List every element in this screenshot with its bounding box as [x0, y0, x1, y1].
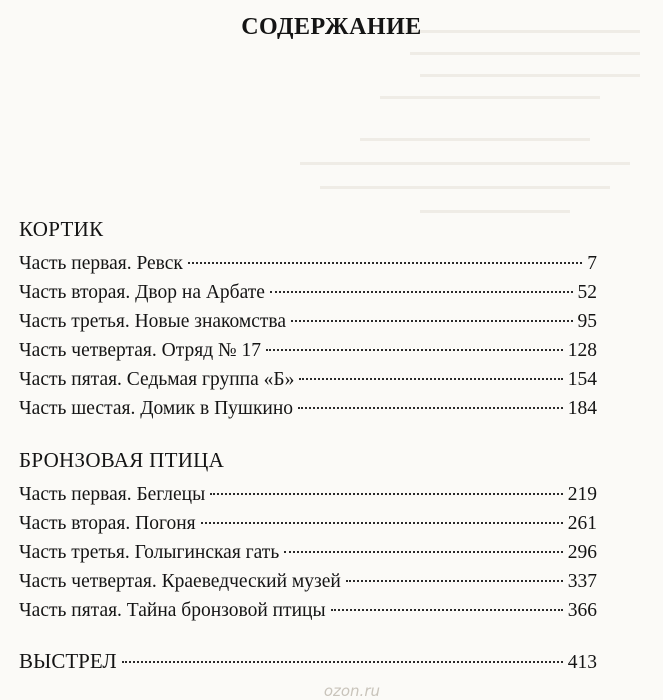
- toc-entry-page: 154: [567, 369, 597, 390]
- toc-entry-page: 413: [567, 652, 597, 673]
- dot-leader: [331, 609, 563, 611]
- toc-entry-title: Часть вторая. Погоня: [19, 513, 196, 534]
- toc-entry-page: 296: [567, 542, 597, 563]
- toc-entry-title: Часть третья. Голыгинская гать: [19, 542, 280, 563]
- toc-entry[interactable]: [19, 540, 597, 566]
- page-title: СОДЕРЖАНИЕ: [241, 14, 422, 40]
- toc-entry[interactable]: [19, 598, 597, 624]
- toc-entry-page: 7: [587, 253, 597, 274]
- dot-leader: [188, 262, 582, 264]
- toc-entry-title: Часть первая. Беглецы: [19, 484, 206, 505]
- toc-entry-page: 128: [567, 340, 597, 361]
- dot-leader: [298, 407, 563, 409]
- section-heading-bronze-bird: БРОНЗОВАЯ ПТИЦА: [19, 448, 225, 472]
- dot-leader: [299, 378, 562, 380]
- toc-entry[interactable]: [19, 511, 597, 537]
- dot-leader: [346, 580, 563, 582]
- toc-entry-title: Часть пятая. Седьмая группа «Б»: [19, 369, 295, 390]
- dot-leader: [284, 551, 563, 553]
- toc-entry[interactable]: [19, 569, 597, 595]
- toc-entry-title: ВЫСТРЕЛ: [19, 649, 117, 673]
- dot-leader: [210, 493, 563, 495]
- watermark-text: ozon.ru: [323, 682, 380, 700]
- toc-entry-page: 52: [577, 282, 597, 303]
- section-heading-kortik: КОРТИК: [19, 217, 104, 241]
- toc-entry-title: Часть первая. Ревск: [19, 253, 183, 274]
- toc-entry[interactable]: [19, 251, 597, 277]
- toc-entry[interactable]: [19, 482, 597, 508]
- toc-entry-page: 337: [567, 571, 597, 592]
- toc-entry-title: Часть четвертая. Краеведческий музей: [19, 571, 341, 592]
- toc-entry[interactable]: [19, 309, 597, 335]
- toc-entry[interactable]: [19, 280, 597, 306]
- toc-entry-title: Часть третья. Новые знакомства: [19, 311, 287, 332]
- toc-entry-title: Часть шестая. Домик в Пушкино: [19, 398, 294, 419]
- toc-entry[interactable]: [19, 367, 597, 393]
- toc-entry-page: 184: [567, 398, 597, 419]
- dot-leader: [201, 522, 563, 524]
- toc-entry-page: 95: [577, 311, 597, 332]
- toc-entry[interactable]: [19, 338, 597, 364]
- toc-entry[interactable]: [19, 396, 597, 422]
- dot-leader: [122, 661, 563, 663]
- toc-entry-page: 261: [567, 513, 597, 534]
- toc-entry-title: Часть пятая. Тайна бронзовой птицы: [19, 600, 326, 621]
- dot-leader: [266, 349, 563, 351]
- toc-entry-title: Часть вторая. Двор на Арбате: [19, 282, 265, 303]
- toc-entry-title: Часть четвертая. Отряд № 17: [19, 340, 261, 361]
- dot-leader: [270, 291, 573, 293]
- dot-leader: [291, 320, 572, 322]
- toc-entry-page: 219: [567, 484, 597, 505]
- toc-entry-final[interactable]: [19, 648, 597, 674]
- toc-entry-page: 366: [567, 600, 597, 621]
